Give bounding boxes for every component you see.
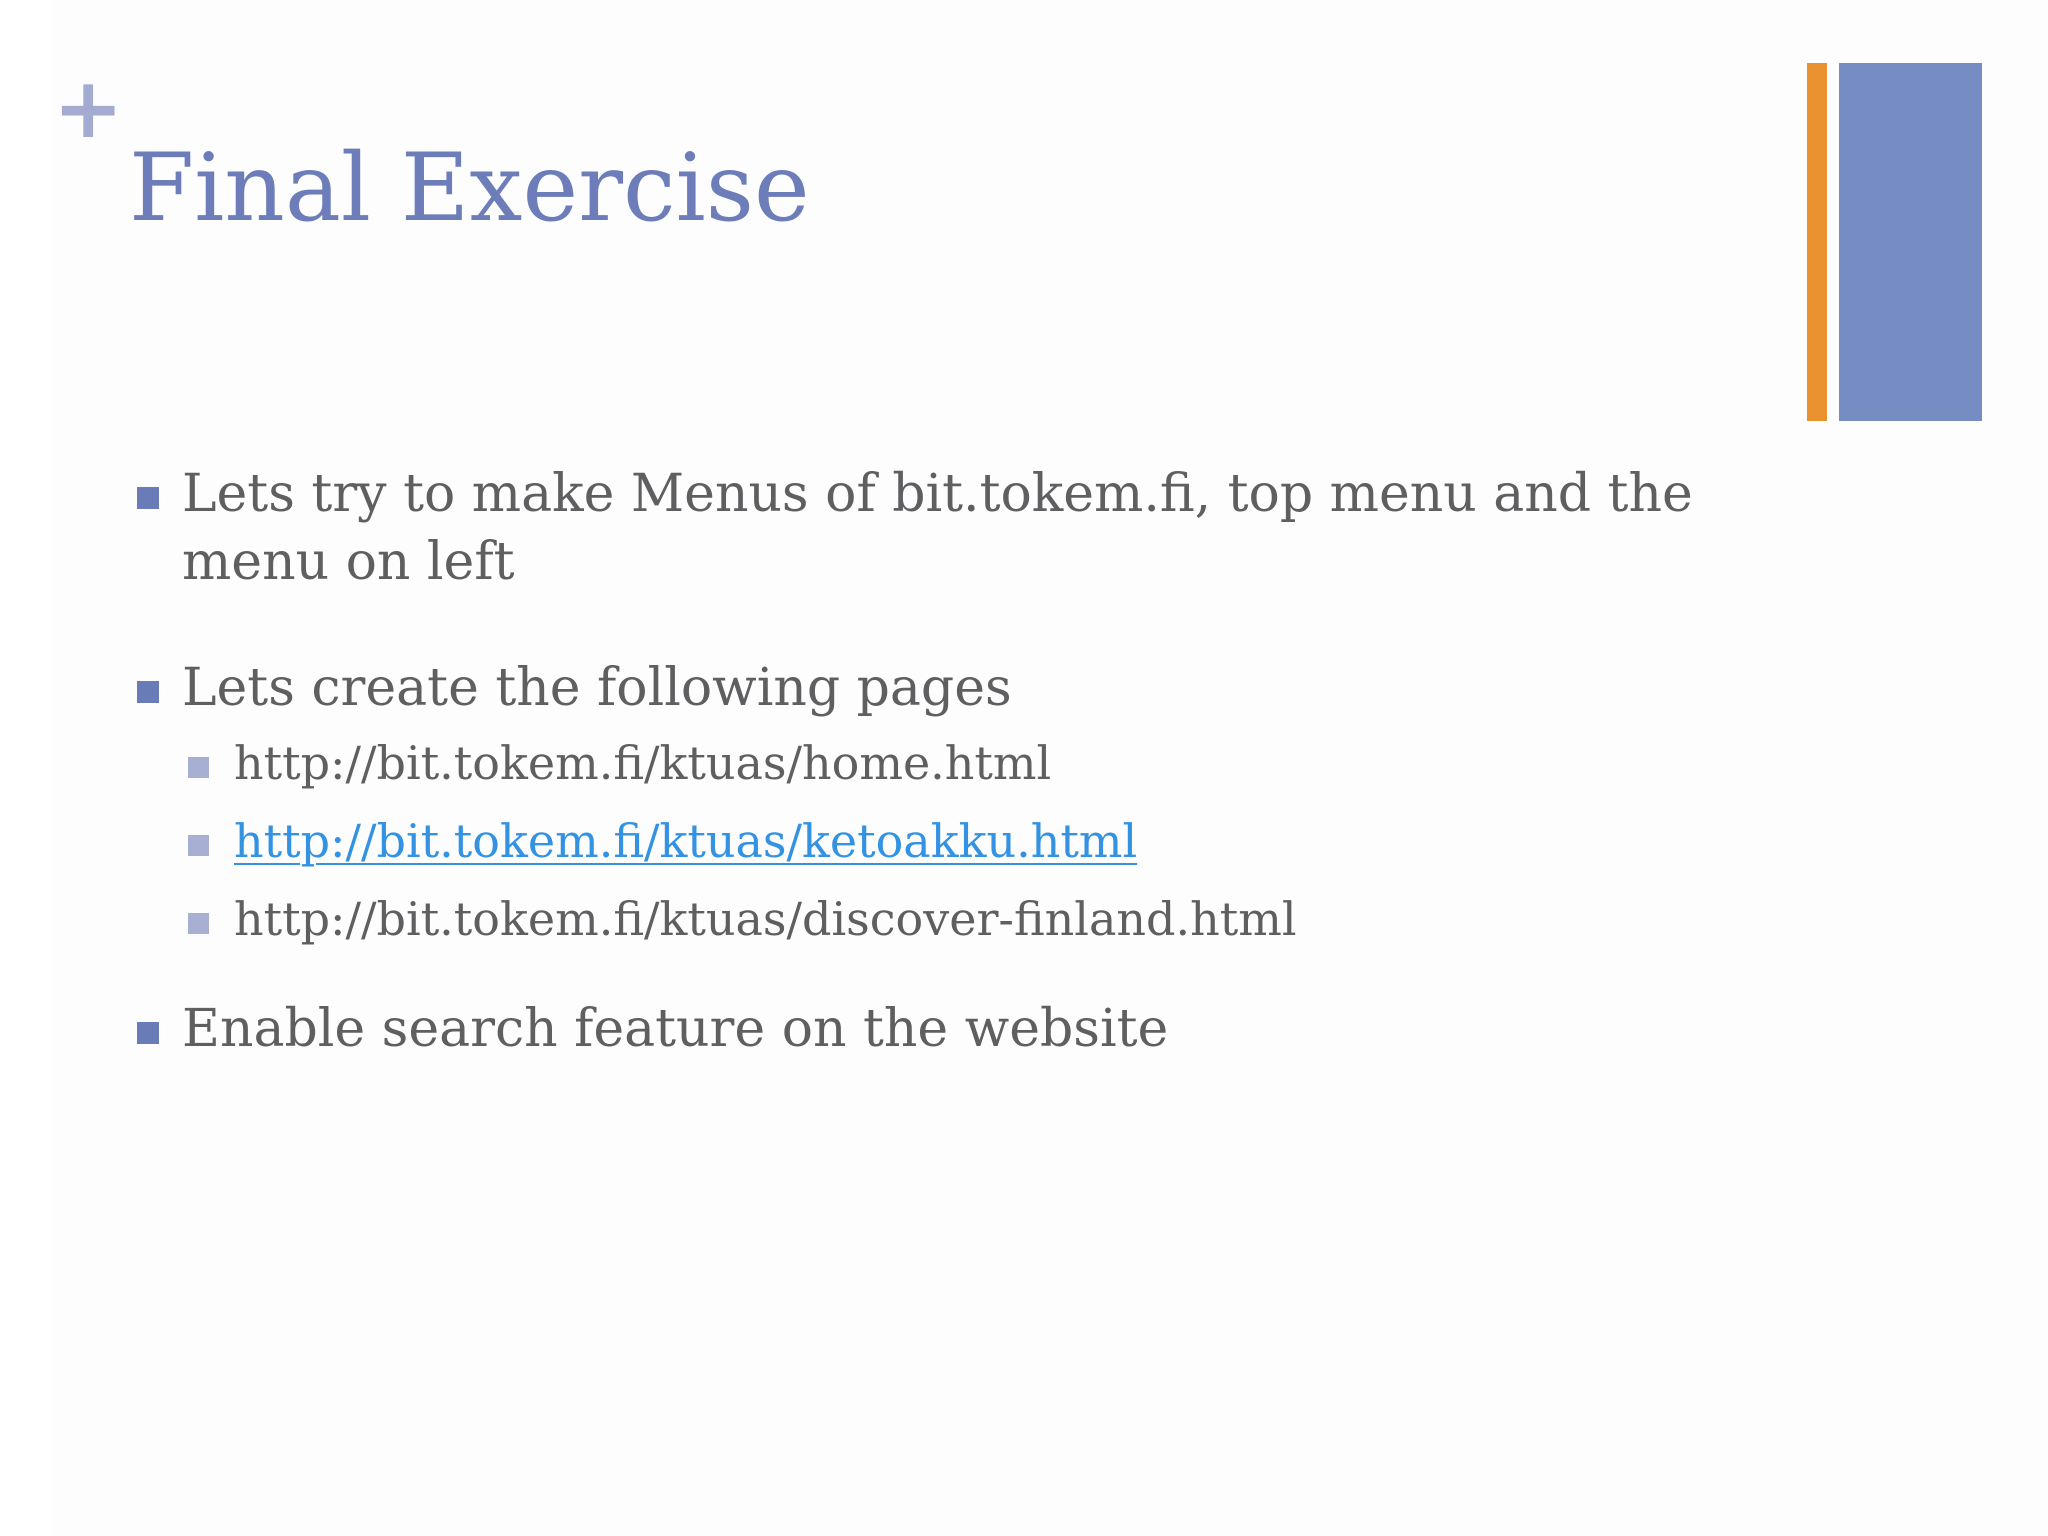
url-ketoakku-item — [130, 802, 1710, 880]
bullet-search-feature: Enable search feature on the website — [130, 995, 1710, 1063]
url-home: http://bit.tokem.fi/ktuas/home.html — [130, 724, 1710, 802]
bullet-list — [130, 460, 1710, 1063]
orange-accent-bar — [1807, 63, 1827, 421]
left-margin-shade — [0, 0, 52, 1536]
url-discover-finland: http://bit.tokem.fi/ktuas/discover-finland.html — [130, 880, 1710, 958]
slide-title: Final Exercise — [129, 134, 810, 243]
page-url-list — [130, 724, 1710, 958]
plus-icon: + — [53, 59, 124, 157]
bullet-create-pages: Lets create the following pages — [130, 654, 1710, 722]
bullet-menus: Lets try to make Menus of bit.tokem.fi, top menu and the menu on left — [130, 460, 1782, 596]
url-ketoakku-link[interactable]: http://bit.tokem.fi/ktuas/ketoakku.html — [234, 814, 1138, 868]
blue-accent-block — [1839, 63, 1982, 421]
